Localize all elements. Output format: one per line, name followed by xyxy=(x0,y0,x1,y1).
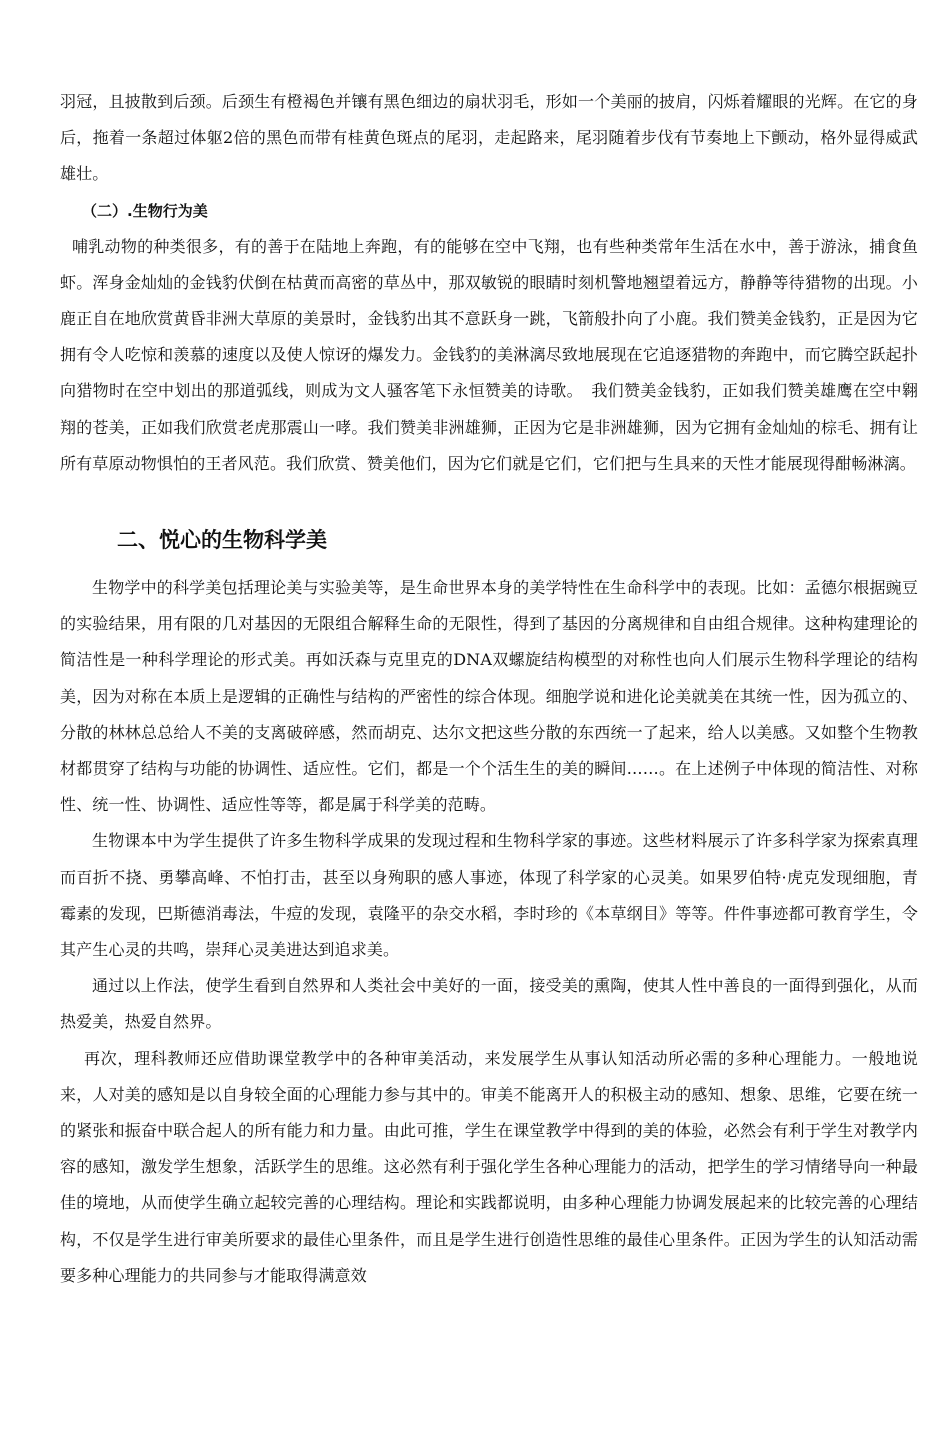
paragraph-aesthetic-activities: 再次，理科教师还应借助课堂教学中的各种审美活动，来发展学生从事认知活动所必需的多种心理能力。一般地说来，人对美的感知是以自身较全面的心理能力参与其中的。审美不能离开人的积极主动的感知、想象、思维，它要在统一的紧张和振奋中联合起人的所有能力和力量。由此可推，学生在课堂教学中得到的美的体验，必然会有利于学生对教学内容的感知，激发学生想象，活跃学生的思维。这必然有利于强化学生各种心理能力的活动，把学生的学习情绪导向一种最佳的境地，从而使学生确立起较完善的心理结构。理论和实践都说明，由多种心理能力协调发展起来的比较完善的心理结构，不仅是学生进行审美所要求的最佳心里条件，而且是学生进行创造性思维的最佳心里条件。正因为学生的认知活动需要多种心理能力的共同参与才能取得满意效 xyxy=(60,1048,918,1285)
subsection-heading: （二）.生物行为美 xyxy=(82,201,208,220)
section-heading: 二、悦心的生物科学美 xyxy=(117,528,327,553)
paragraph-scientists-stories: 生物课本中为学生提供了许多生物科学成果的发现过程和生物科学家的事迹。这些材料展示了许多科学家为探索真理而百折不挠、勇攀高峰、不怕打击，甚至以身殉职的感人事迹，体现了科学家的心灵美。如果罗伯特·虎克发现细胞，青霉素的发现，巴斯德消毒法，牛痘的发现，袁隆平的杂交水稻，李时珍的《本草纲目》等等。件件事迹都可教育学生，令其产生心灵的共鸣，崇拜心灵美进达到追求美。 xyxy=(60,831,918,960)
document-page xyxy=(60,84,918,1294)
paragraph-animal-behavior: 哺乳动物的种类很多，有的善于在陆地上奔跑，有的能够在空中飞翔，也有些种类常年生活在水中，善于游泳，捕食鱼虾。浑身金灿灿的金钱豹伏倒在枯黄而高密的草丛中，那双敏锐的眼睛时刻机警地翘望着远方，静静等待猎物的出现。小鹿正自在地欣赏黄昏非洲大草原的美景时，金钱豹出其不意跃身一跳，飞箭般扑向了小鹿。我们赞美金钱豹，正是因为它拥有令人吃惊和羡慕的速度以及使人惊讶的爆发力。金钱豹的美淋漓尽致地展现在它追逐猎物的奔跑中，而它腾空跃起扑向猎物时在空中划出的那道弧线，则成为文人骚客笔下永恒赞美的诗歌。 我们赞美金钱豹，正如我们赞美雄鹰在空中翱翔的苍美，正如我们欣赏老虎那震山一哮。我们赞美非洲雄狮，正因为它是非洲雄狮，因为它拥有金灿灿的棕毛、拥有让所有草原动物惧怕的王者风范。我们欣赏、赞美他们，因为它们就是它们，它们把与生具来的天性才能展现得酣畅淋漓。 xyxy=(60,236,918,473)
paragraph-nature-appreciation: 通过以上作法，使学生看到自然界和人类社会中美好的一面，接受美的熏陶，使其人性中善良的一面得到强化，从而热爱美，热爱自然界。 xyxy=(60,976,918,1032)
paragraph-peacock-description: 羽冠，且披散到后颈。后颈生有橙褐色并镶有黑色细边的扇状羽毛，形如一个美丽的披肩，闪烁着耀眼的光辉。在它的身后，拖着一条超过体躯2倍的黑色而带有桂黄色斑点的尾羽，走起路来，尾羽随着步伐有节奏地上下颤动，格外显得威武雄壮。 xyxy=(60,92,918,184)
paragraph-scientific-beauty: 生物学中的科学美包括理论美与实验美等，是生命世界本身的美学特性在生命科学中的表现。比如：孟德尔根据豌豆的实验结果，用有限的几对基因的无限组合解释生命的无限性，得到了基因的分离规律和自由组合规律。这种构建理论的简洁性是一种科学理论的形式美。再如沃森与克里克的DNA双螺旋结构模型的对称性也向人们展示生物科学理论的结构美，因为对称在本质上是逻辑的正确性与结构的严密性的综合体现。细胞学说和进化论美就美在其统一性，因为孤立的、分散的林林总总给人不美的支离破碎感，然而胡克、达尔文把这些分散的东西统一了起来，给人以美感。又如整个生物教材都贯穿了结构与功能的协调性、适应性。它们，都是一个个活生生的美的瞬间……。在上述例子中体现的简洁性、对称性、统一性、协调性、适应性等等，都是属于科学美的范畴。 xyxy=(60,578,918,815)
